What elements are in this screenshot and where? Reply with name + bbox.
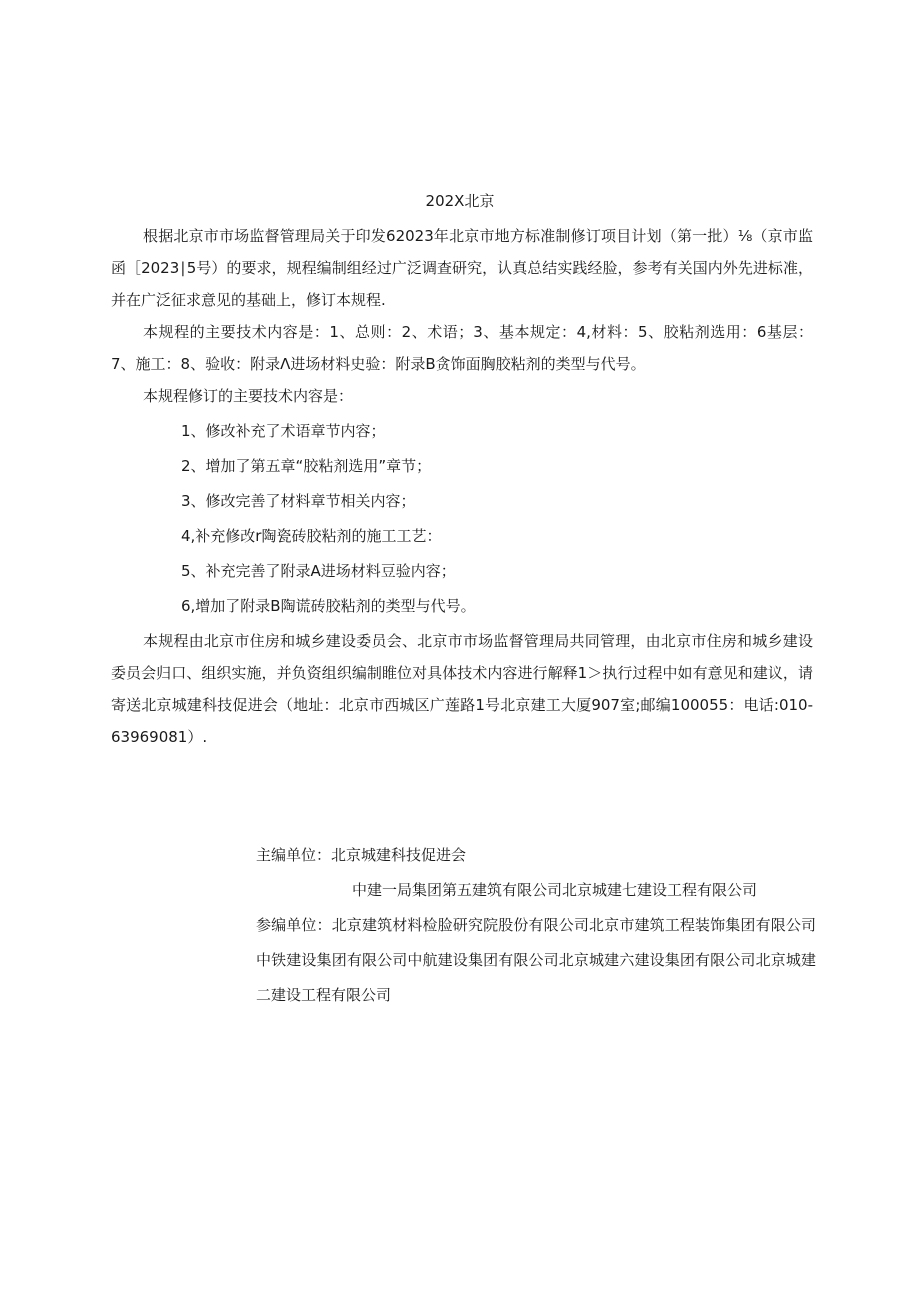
main-content-paragraph: 本规程的主要技术内容是：1、总则：2、术语；3、基本规定：4,材料：5、胶粘剂选用：6基层：7、施工：8、验收：附录Λ进场材料史验：附录B贪饰面胸胶粘剂的类型与代号。 [111,323,813,373]
chief-editor-unit: 主编单位：北京城建科技促进会 [256,846,467,864]
revision-item: 3、修改完善了材料章节相关内容； [181,492,416,510]
revision-item: 5、补充完善了附录A进场材料豆验内容； [181,562,456,580]
document-body [111,220,813,753]
editing-units [256,838,816,1013]
revision-intro-paragraph: 本规程修订的主要技术内容是： [143,387,354,405]
revision-item: 6,增加了附录B陶谎砖胶粘剂的类型与代号。 [181,597,476,615]
revision-item: 4,补充修改r陶瓷砖胶粘剂的施工工艺： [181,527,442,545]
intro-paragraph: 根据北京市市场监督管理局关于印发62023年北京市地方标准制修订项目计划（第一批）⅛（京市监函［2023∣5号）的要求，规程编制组经过广泛调查研究，认真总结实践经脸，参考有关国内外先进标准，并在广泛征求意见的基础上，修订本规程. [111,227,813,309]
participating-units: 参编单位：北京建筑材料检脸研究院股份有限公司北京市建筑工程装饰集团有限公司中铁建设集团有限公司中航建设集团有限公司北京城建六建设集团有限公司北京城建二建设工程有限公司 [256,916,816,1004]
revision-item: 2、增加了第五章“胶粘剂选用”章节； [181,457,432,475]
document-title: 202X北京 [425,192,495,210]
chief-editor-unit-continued: 中建一局集团第五建筑有限公司北京城建七建设工程有限公司 [352,881,758,899]
revision-item: 1、修改补充了术语章节内容； [181,422,386,440]
management-paragraph: 本规程由北京市住房和城乡建设委员会、北京市市场监督管理局共同管理，由北京市住房和城乡建设委员会归口、组织实施，并负资组织编制睢位对具体技术内容进行解释1＞执行过程中如有意见和建议，请寄送北京城建科技促进会（地址：北京市西城区广莲路1号北京建工大厦907室;邮编100055：电话:010-63969081）. [111,632,813,746]
